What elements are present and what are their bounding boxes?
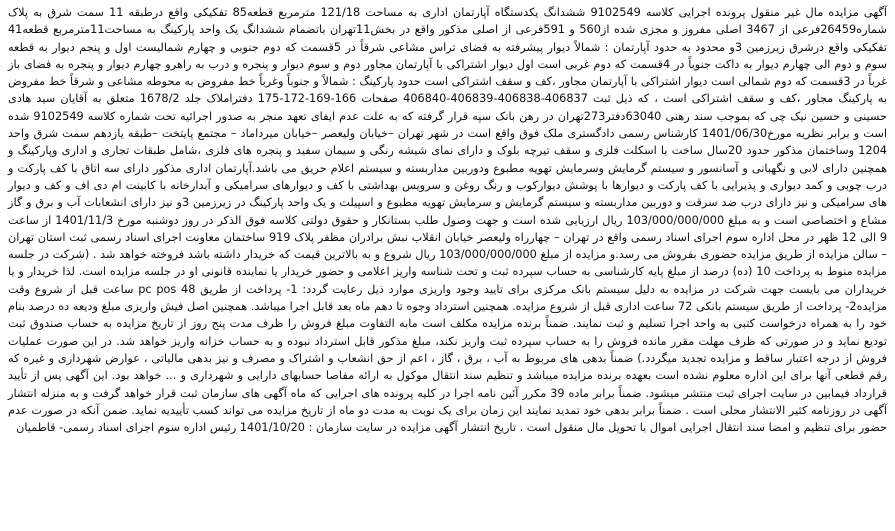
notice-body-text: آگهی مزایده مال غیر منقول پرونده اجرایی کلاسه 9102549 ششدانگ یکدستگاه آپارتمان اداری به مساحت 121/18 مترمربع قطعه85 تفکیکی واقع درطبقه 11 سمت شرق به پلاک شماره26459فرعی از 3467 اصلی مفروز و مجزی شده از560 و 591فرعی از اصلی مذکور واقع در بخش11تهران باتضمام ششدانگ یک واحد پارکینگ به مساحت11مترمربع قطعه41 تفکیکی واقع درشرق زیرزمین 3و محدود به حدود آپارتمان : شمالاً دیوار پیشرفته به فضای تراس مشاعی شرقاً در 5قسمت که دوم جنوبی و چهارم شمالیست اول و پنجم دیوار به قطعه سوم و دوم الی چهارم دیوار به داکت جنوباً در 4قسمت که دوم غربی است اول دیوار اشتراکی با آپارتمان مجاور دوم و سوم دیوار و پنجره و درب به راهرو چهارم دیوار و پنجره به فضای باز غرباً در 3قسمت که دوم شمالی است دیوار اشتراکی با آپارتمان مجاور ،کف و سقف اشتراکی است حدود پارکینگ : شمالاً و جنوباً وغرباً خط مفروض به محوطه مشاعی و شرقاً خط مفروض به پارکینگ مجاور ،کف و سقف اشتراکی است ، که ذیل ثبت 406837-406838-406839-406840 صفحات 166-169-172-175 دفتراملاک جلد 1678/2 متعلق به آقایان سید هادی حسینی و حسین نیک چی که بموجب سند رهنی 63040دفتر273تهران در رهن بانک سپه قرار گرفته که به علت عدم ایفای تعهد منجر به صدور اجرائیه تحت شماره کلاسه 9102549 شده است و برابر نظریه مورخ1401/06/30 کارشناس رسمی دادگستری ملک فوق واقع است در شهر تهران –خیابان ولیعصر –خیابان میرداماد – مجتمع پایتخت –طبقه یازدهم سمت شرق واحد 1204 وساختمان مذکور حدود 20سال ساخت با اسکلت فلزی و سقف تیرچه بلوک و دارای نمای شیشه رنگی و سیمان سفید و پنجره های فلزی ،شامل طبقات تجاری و اداری وپارکینگ و همچنین دارای لابی و نگهبانی و آسانسور و سیستم گرمایش وسرمایش تهویه مطبوع ودوربین مداربسته و سیستم اعلام حریق می باشد.آپارتمان اداری مذکور دارای سه اتاق با کف پارکت و درب چوبی و کمد دیواری و پذیرایی با کف پارکت و دیوارها با پوشش دیوارکوب و رنگ روغن و سرویس بهداشتی با کف و دیوارهای سرامیکی و آبدارخانه با کابینت ام دی اف و کف و دیوار های سرامیکی و نیز دارای درب ضد سرقت و دوربین مداربسته و سیستم گرمایش و سرمایش تهویه مطبوع و اسپیلت و یک واحد پارکینگ در زیرزمین 3و نیز دارای انشعابات آب و برق و گاز مشاع و اختصاصی است و به مبلغ 103/000/000/000 ریال ارزیابی شده است و جهت وصول طلب بستانکار و حقوق دولتی کلاسه فوق الذکر در روز دوشنبه مورخ 1401/11/3 از ساعت 9 الی 12 ظهر در محل اداره سوم اجرای اسناد رسمی واقع در تهران – چهارراه ولیعصر خیابان انقلاب نبش برادران مظفر پلاک 919 ساختمان معاونت اجرای اسناد رسمی ثبت استان تهران – سالن مزایده از طریق مزایده حضوری بفروش می رسد.و مزایده از مبلغ 103/000/000/000 ریال شروع و به بالاترین قیمت که خریدار داشته باشد فروخته خواهد شد . (شرکت در جلسه مزایده منوط به پرداخت 10 (ده) درصد از مبلغ پایه کارشناسی به حساب سپرده ثبت و تحت شناسه واریز اعلامی و حضور خریدار یا نماینده قانونی او در جلسه مزایده است. لذا خریدار و یا خریداران می بایست جهت شرکت در مزایده به دلیل سیستم بانک مرکزی برای تایید وجود واریزی موارد ذیل رعایت گردد: 1- پرداخت از طریق pc pos 48 ساعت قبل از شروع وقت مزایده2- پرداخت از طریق سیستم بانکی 72 ساعت اداری قبل از شروع مزایده. همچنین استرداد وجوه تا دهم ماه بعد قابل اجرا میباشد. همچنین اصل فیش واریزی مبلغ ودیعه ده درصد بنام خود را به همراه درخواست کتبی به واحد اجرا تسلیم و ثبت نمایند. ضمناً برنده مزایده مکلف است مابه التفاوت مبلغ فروش را ظرف مدت پنج روز از تاریخ مزایده به حساب صندوق ثبت تودیع نماید و در صورتی که ظرف مهلت مقرر مانده فروش را به حساب سپرده ثبت واریز نکند، مبلغ مذکور قابل استرداد نبوده و به حساب خزانه واریز خواهد شد. در این صورت عملیات فروش از درجه اعتبار ساقط و مزایده تجدید میگردد.) ضمناً بدهی های مربوط به آب ، برق ، گاز ، اعم از حق انشعاب و اشتراک و مصرف و نیز بدهی مالیاتی ، عوارض شهرداری و غیره که رقم قطعی آنها برای این اداره معلوم نشده است بعهده برنده مزایده میباشد و تنظیم سند انتقال موکول به ارائه مفاصا حسابهای دارایی و شهرداری و ... خواهد بود. این آگهی پس از تأیید قرارداد فیمابین در سایت اجرای ثبت منتشر میشود. ضمناً برابر ماده 39 مکرر آئین نامه اجرا در کلیه پرونده های اجرایی که ماه آگهی های سازمان ثبت قرار خواهد گرفت و به منزله انتشار آگهی در روزنامه کثیر الانتشار محلی است . ضمناً برابر بدهی خود تمدید نمایند این زمان برای یک نوبت به مدت دو ماه از تاریخ مزایده می تواند کسب تأییدیه نماید. ضمن آنکه در صورت عدم حضور برای تنظیم و امضا سند انتقال اجرایی اموال با تحویل مال منقول است . تاریخ انتشار آگهی مزایده در سایت سازمان : 1401/10/20 رئیس اداره سوم اجرای اسناد رسمی- قاطمیان	[8, 6, 888, 435]
